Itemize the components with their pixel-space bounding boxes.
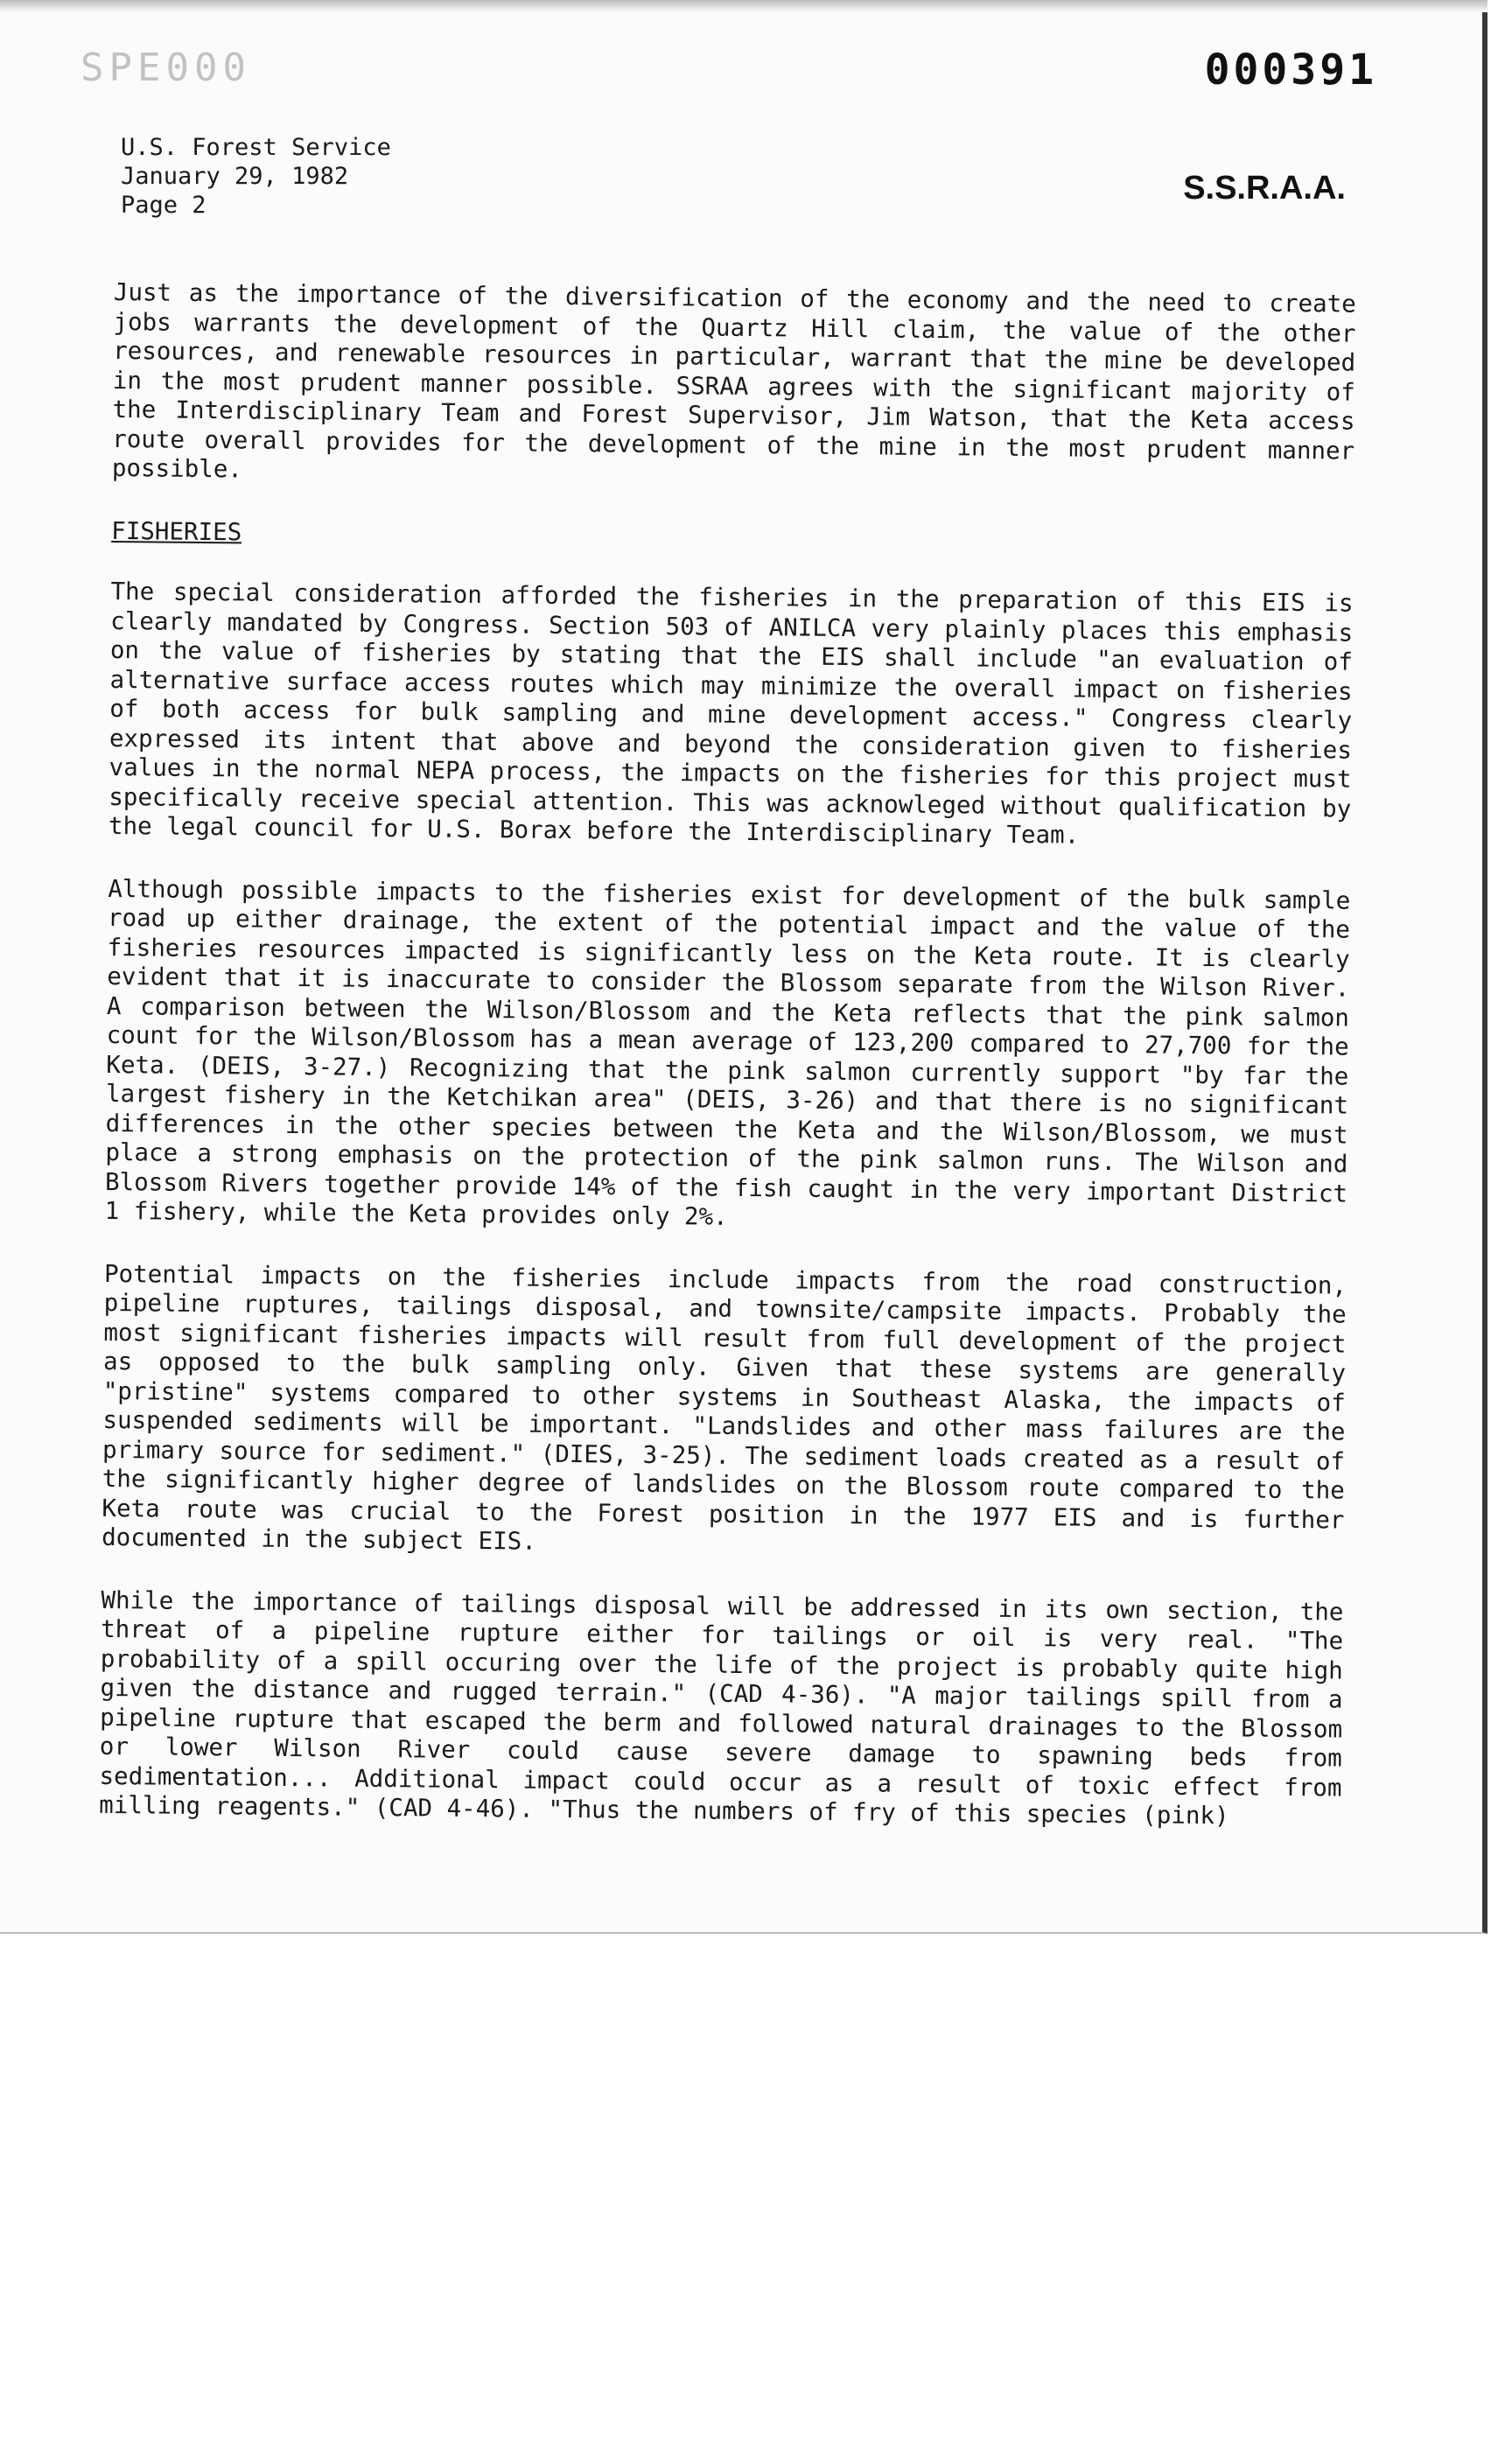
body-paragraph: Just as the importance of the diversification of the economy and the need to create jobs warrants the development of the Quartz Hill claim, the value of the other resources, and renewable resources in particular, warrant that the mine be developed in the most prudent manner possible. SSRAA agrees with the significant majority of the Interdisciplinary Team and Forest Supervisor, Jim Watson, that the Keta access route overall provides for the development of the mine in the most prudent manner possible.	[111, 278, 1356, 484]
letter-header	[121, 133, 391, 220]
body-paragraph: While the importance of tailings disposal will be addressed in its own section, the threat of a pipeline rupture either for tailings or oil is very real. "The probability of a spill occuring over the life of the project is probably quite high given the distance and rugged terrain." (CAD 4-36). "A major tailings spill from a pipeline rupture that escaped the berm and followed natural drainages to the Blossom or lower Wilson River could cause severe damage to spawning beds from sedimentation... Additional impact could occur as a result of toxic effect from milling reagents." (CAD 4-46). "Thus the numbers of fry of this species (pink)	[99, 1586, 1344, 1830]
scan-edge	[0, 0, 1488, 12]
document-number-stamp: 000391	[1204, 46, 1377, 94]
body-paragraph: The special consideration afforded the fisheries in the preparation of this EIS is clearly mandated by Congress. Section 503 of ANILCA very plainly places this emphasis on the value of fisheries by stating that the EIS shall include "an evaluation of alternative surface access routes which may minimize the overall impact on fisheries of both access for bulk sampling and mine development access." Congress clearly expressed its intent that above and beyond the consideration given to fisheries values in the normal NEPA process, the impacts on the fisheries for this project must specifically receive special attention. This was acknowleged without qualification by the legal council for U.S. Borax before the Interdisciplinary Team.	[108, 577, 1354, 850]
organization-name: S.S.R.A.A.	[1183, 170, 1346, 206]
letter-body	[99, 278, 1356, 1866]
body-paragraph: Although possible impacts to the fisheries exist for development of the bulk sample road up either drainage, the extent of the potential impact and the value of the fisheries resources impacted is significantly less on the Keta route. It is clearly evident that it is inaccurate to consider the Blossom separate from the Wilson River. A comparison between the Wilson/Blossom and the Keta reflects that the pink salmon count for the Wilson/Blossom has a mean average of 123,200 compared to 27,700 for the Keta. (DEIS, 3-27.) Recognizing that the pink salmon currently support "by far the largest fishery in the Ketchikan area" (DEIS, 3-26) and that there is no significant differences in the other species between the Keta and the Wilson/Blossom, we must place a strong emphasis on the protection of the pink salmon runs. The Wilson and Blossom Rivers together provide 14% of the fish caught in the very important District 1 fishery, while the Keta provides only 2%.	[104, 874, 1351, 1231]
letter-date: January 29, 1982	[121, 163, 349, 190]
page-label: Page 2	[121, 192, 206, 219]
faded-stamp-code: SPE000	[80, 46, 251, 90]
body-paragraph: Potential impacts on the fisheries include impacts from the road construction, pipeline ruptures, tailings disposal, and townsite/campsite impacts. Probably the most significant fisheries impacts will result from full development of the project as opposed to the bulk sampling only. Given that these systems are generally "pristine" systems compared to other systems in Southeast Alaska, the impacts of suspended sediments will be important. "Landslides and other mass failures are the primary source for sediment." (DIES, 3-25). The sediment loads created as a result of the significantly higher degree of landslides on the Blossom route compared to the Keta route was crucial to the Forest position in the 1977 EIS and is further documented in the subject EIS.	[102, 1259, 1348, 1556]
recipient: U.S. Forest Service	[121, 134, 391, 161]
section-heading: FISHERIES	[111, 516, 242, 546]
